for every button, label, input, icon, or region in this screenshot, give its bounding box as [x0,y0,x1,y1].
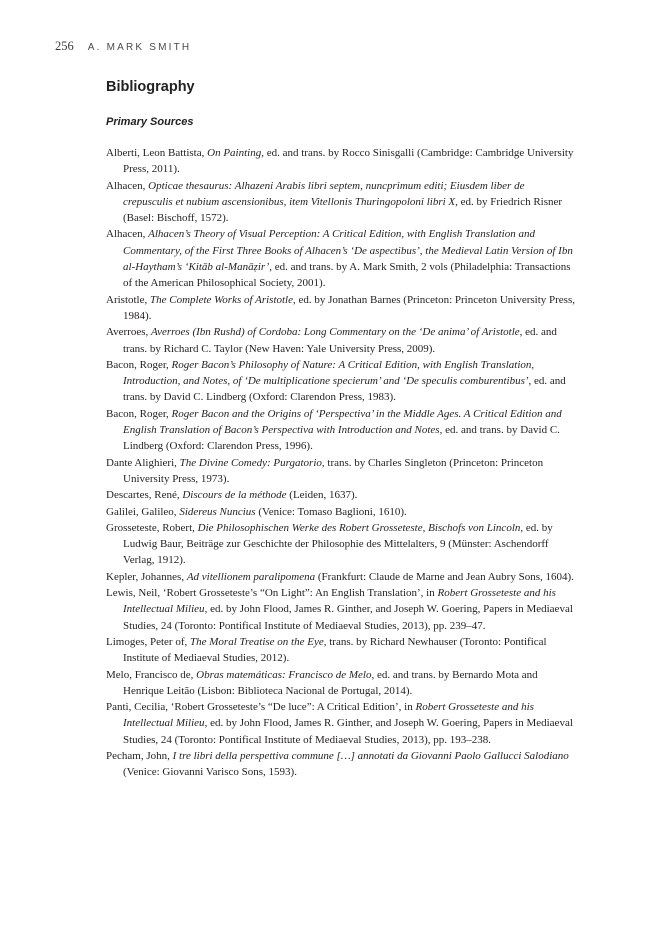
entry-text: Averroes, [106,326,151,339]
entry-title: Opticae thesaurus: Alhazeni Arabis libri septem, nuncprimum editi; Eiusdem liber de crepusculis et nubium ascensionibus, item Vitellonis Thuringopoloni libri X [123,179,525,208]
entry-text: Melo, Francisco de, [106,668,197,681]
entry-title: Obras matemáticas: Francisco de Melo [196,668,372,681]
entry-text: Kepler, Johannes, [106,570,187,583]
entry-text: , ed. and trans. by Bernardo Mota and Henrique Leitão (Lisbon: Biblioteca Nacional de Portugal, 2014). [123,668,538,697]
bibliography-entry [106,406,576,455]
entry-title: Sidereus Nuncius [179,505,256,518]
entry-text: , ed. and trans. by A. Mark Smith, 2 vols (Philadelphia: Transactions of the American Philosophical Society, 2001). [123,261,571,290]
entry-text: , ed. by John Flood, James R. Ginther, and Joseph W. Goering, Papers in Mediaeval Studies, 24 (Toronto: Pontifical Institute of Mediaeval Studies, 2013), pp. 193–238. [123,717,573,746]
bibliography-entry [106,520,576,569]
page-number: 256 [55,39,74,53]
entry-text: , ed. by John Flood, James R. Ginther, and Joseph W. Goering, Papers in Mediaeval Studies, 24 (Toronto: Pontifical Institute of Mediaeval Studies, 2013), pp. 239–47. [123,603,573,632]
entry-text: , ed. by Jonathan Barnes (Princeton: Princeton University Press, 1984). [123,293,575,322]
entry-text: Lewis, Neil, ‘Robert Grosseteste’s “On Light”: An English Translation’, in [106,587,438,600]
entry-title: Alhacen’s Theory of Visual Perception: A Critical Edition, with English Translation and Commentary, of the First Three Books of Alhacen’s ‘De aspectibus’, the Medieval Latin Version of Ibn al-Haytham’s ‘Kitāb al-Manāẓir’ [123,228,573,274]
bibliography-entry [106,748,576,781]
running-head-author: A. MARK SMITH [87,42,192,53]
subsection-heading: Primary Sources [106,116,194,128]
entry-title: I tre libri della perspettiva commune […] annotati da Giovanni Paolo Gallucci Salodiano [172,749,569,762]
entry-text: , ed. and trans. by David C. Lindberg (Oxford: Clarendon Press, 1996). [123,424,560,453]
entry-title: The Divine Comedy: Purgatorio [179,456,322,469]
entry-title: Roger Bacon and the Origins of ‘Perspectiva’ in the Middle Ages. A Critical Edition and English Translation of Bacon’s Perspectiva with Introduction and Notes [123,407,562,437]
entry-text: Bacon, Roger, [106,358,172,371]
entry-text: (Leiden, 1637). [286,489,358,502]
bibliography-entry [106,145,576,178]
bibliography-entry [106,487,576,503]
entry-text: , trans. by Richard Newhauser (Toronto: Pontifical Institute of Mediaeval Studies, 2012). [123,635,547,665]
running-head [55,39,191,55]
entry-text: (Venice: Giovanni Varisco Sons, 1593). [123,766,297,779]
bibliography-entry [106,357,576,406]
entry-text: , ed. and trans. by Rocco Sinisgalli (Cambridge: Cambridge University Press, 2011). [123,147,574,176]
entry-text: (Venice: Tomaso Baglioni, 1610). [255,505,407,518]
bibliography-entry [106,292,576,325]
entry-title: The Complete Works of Aristotle [150,293,293,306]
entry-text: Bacon, Roger, [106,407,172,420]
section-heading: Bibliography [106,79,195,95]
entry-text: , trans. by Charles Singleton (Princeton: Princeton University Press, 1973). [123,456,544,485]
bibliography-entry [106,634,576,667]
bibliography-entry [106,324,576,357]
entry-text: Alberti, Leon Battista, [106,147,208,159]
bibliography-entry [106,699,576,748]
entry-title: Discours de la méthode [182,489,287,502]
entry-title: Roger Bacon’s Philosophy of Nature: A Critical Edition, with English Translation, Introduction, and Notes, of ‘De multiplicatione specierum’ and ‘De speculis comburentibus’ [123,358,535,388]
entry-text: Aristotle, [106,293,150,306]
entry-title: Averroes (Ibn Rushd) of Cordoba: Long Commentary on the ‘De anima’ of Aristotle [151,326,520,339]
bibliography-list [106,145,576,781]
entry-title: The Moral Treatise on the Eye [190,635,324,648]
bibliography-entry [106,667,576,700]
bibliography-entry [106,569,576,585]
entry-text: , ed. by Ludwig Baur, Beiträge zur Geschichte der Philosophie des Mittelalters, 9 (Münster: Aschendorff Verlag, 1912). [123,521,553,567]
entry-text: Alhacen, [106,228,149,241]
entry-text: , ed. and trans. by Richard C. Taylor (New Haven: Yale University Press, 2009). [123,326,557,355]
entry-title: Die Philosophischen Werke des Robert Grosseteste, Bischofs von Lincoln [197,521,521,534]
bibliography-entry [106,178,576,227]
entry-title: Robert Grosseteste and his Intellectual Milieu [123,587,556,616]
entry-text: Dante Alighieri, [106,456,180,469]
bibliography-entry [106,585,576,634]
entry-text: Grosseteste, Robert, [106,521,198,534]
entry-text: Descartes, René, [106,489,183,502]
entry-text: (Frankfurt: Claude de Marne and Jean Aubry Sons, 1604). [315,570,574,583]
entry-title: On Painting [207,147,262,159]
entry-text: , ed. by Friedrich Risner (Basel: Bischoff, 1572). [123,195,563,225]
bibliography-entry [106,455,576,488]
bibliography-entry [106,504,576,520]
entry-text: Pecham, John, [106,749,173,762]
bibliography-entry [106,226,576,291]
entry-text: Limoges, Peter of, [106,635,191,648]
entry-text: Alhacen, [106,179,149,192]
entry-text: , ed. and trans. by David C. Lindberg (Oxford: Clarendon Press, 1983). [123,375,566,404]
entry-title: Robert Grosseteste and his Intellectual Milieu [123,701,534,730]
entry-text: Galilei, Galileo, [106,505,180,518]
entry-text: Panti, Cecilia, ‘Robert Grosseteste’s “De luce”: A Critical Edition’, in [106,701,416,714]
entry-title: Ad vitellionem paralipomena [186,570,316,583]
